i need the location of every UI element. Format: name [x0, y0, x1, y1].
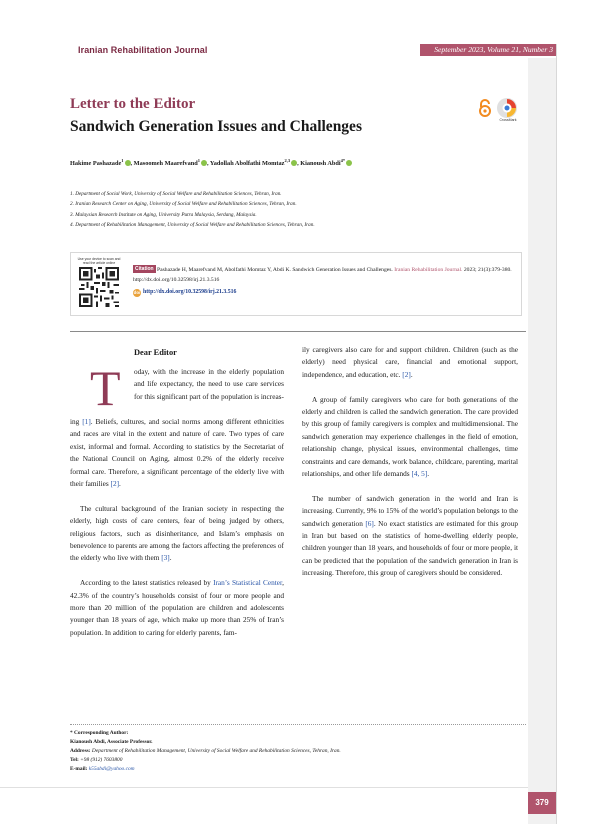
- doi-icon: doi: [133, 290, 141, 295]
- margin-line: [556, 44, 557, 824]
- affiliation-list: [70, 189, 526, 230]
- citation-details: 2023; 21(3):379-380. http://dx.doi.org/10.32598/irj.21.3.516: [133, 267, 512, 283]
- article-title: Sandwich Generation Issues and Challenges: [70, 118, 362, 135]
- affiliation-item: 2. Iranian Research Center on Aging, University of Social Welfare and Rehabilitation Sciences, Tehran, Iran.: [70, 201, 297, 208]
- statistical-center-link[interactable]: Iran’s Statistical Center: [213, 578, 283, 588]
- footnote-divider: [70, 724, 526, 725]
- orcid-icon[interactable]: [291, 160, 297, 166]
- reference-link[interactable]: [2]: [110, 479, 120, 489]
- drop-cap: T: [90, 360, 121, 416]
- corresponding-author-name: Kianoush Abdi, Associate Professor.: [70, 739, 153, 746]
- body-column-right: [302, 344, 518, 592]
- text-run: The cultural background of the Iranian society in respecting the elderly, high costs of care centers, fear of being judged by others, religious factors, such as disinheritance, and Islam’s emphasis on benevolence to parents are among the factors affecting the preferences of the elderly who live with them: [70, 503, 284, 563]
- qr-code-icon[interactable]: [79, 267, 119, 307]
- article-type: Letter to the Editor: [70, 96, 196, 112]
- page-number: 379: [528, 792, 556, 814]
- section-divider: [70, 331, 526, 332]
- text-run: . Beliefs, cultures, and social norms among different ethnicities and races are vital in the extent and nature of care. Two types of care exist, informal and formal. According to statistics by the Secretariat of the National Council on Aging, almost 0.2% of the elderly receive formal care. Therefore, a significant percentage of the elderly live with their families: [70, 417, 284, 489]
- text-run: .: [169, 553, 172, 563]
- doi-link[interactable]: http://dx.doi.org/10.32598/irj.21.3.516: [143, 289, 237, 295]
- text-run: . No exact statistics are estimated for this group in Iran but based on the statistics of home-dwelling elderly people, children younger than 18 years, and households of four or more people, it can be predicted that the population of the sandwich generation in Iran is increasing. Therefore, this group of caregivers should be considered.: [302, 518, 518, 578]
- author-name: Yadollah Abolfathi Momtaz: [209, 160, 285, 168]
- citation-badge: Citation: [135, 266, 154, 272]
- author-name: Masoomeh Maarefvand: [133, 160, 198, 168]
- text-run: A group of family caregivers who care for both generations of the elderly and children is called the sandwich generation. The care provided by this group of family caregivers is complex and multidimensional. The sandwich generation may experience challenges in the field of emotion, relationship change, physical issues, environmental challenges, time constraints and care demands, work balance, childcare, parenting, marital relationships, and other life demands: [302, 394, 518, 479]
- author-affiliation-mark: 4*: [340, 158, 346, 163]
- text-run: ing: [70, 417, 83, 426]
- salutation: Dear Editor: [134, 348, 177, 357]
- qr-panel: [75, 257, 123, 313]
- orcid-icon[interactable]: [125, 160, 131, 166]
- paragraph: [302, 344, 518, 381]
- corresponding-author-note: [70, 729, 526, 774]
- qr-caption: Use your device to scan and read the article online: [77, 257, 121, 265]
- text-run: ily caregivers also care for and support children. Children (such as the elderly) need physical care, financial and emotional support, independence, and education, etc.: [302, 345, 518, 379]
- text-run: According to the latest statistics released by: [80, 578, 214, 588]
- orcid-icon[interactable]: [201, 160, 207, 166]
- reference-link[interactable]: [3]: [161, 553, 170, 563]
- citation-box: [70, 252, 522, 316]
- email-label: E-mail:: [70, 766, 88, 773]
- address-label: Address:: [70, 748, 91, 755]
- citation-journal[interactable]: Iranian Rehabilitation Journal.: [394, 267, 463, 273]
- paragraph: [70, 503, 284, 565]
- paragraph: [302, 394, 518, 481]
- paragraph: [302, 493, 518, 580]
- reference-link[interactable]: [1]: [82, 417, 91, 426]
- author-affiliation-mark: 2,3: [284, 158, 291, 163]
- body-column-left: [70, 416, 284, 652]
- doi-line: [133, 289, 236, 297]
- reference-link[interactable]: [4, 5]: [411, 469, 428, 479]
- author-affiliation-mark: 1: [121, 158, 124, 163]
- lead-paragraph: oday, with the increase in the elderly population and life expectancy, the need to use care services for this significant part of the population is increas-: [134, 367, 284, 401]
- open-access-icon: [478, 99, 492, 117]
- text-run: The number of sandwich generation in the world and Iran is increasing. Currently, 9% to 15% of the world’s population belongs to the sandwich generation: [302, 493, 518, 528]
- author-list: Hakime Pashazade$^1$ , Masoomeh Maarefvand$^1$ , Yadollah Abolfathi Momtaz$^{2,3}$ , Kianoush Abdi$^{4*}$: [70, 158, 526, 167]
- margin-bar: [528, 58, 556, 824]
- citation-authors: Pashazade H, Maarefvand M, Abolfathi Momtaz Y, Abdi K. Sandwich Generation Issues and Challenges.: [157, 267, 393, 273]
- text-run: .: [410, 369, 413, 379]
- orcid-icon[interactable]: [346, 160, 352, 166]
- author-name: Hakime Pashazade: [70, 160, 122, 168]
- author-name: Kianoush Abdi: [300, 160, 341, 168]
- footer-rule: [0, 787, 528, 788]
- affiliation-item: 4. Department of Rehabilitation Management, University of Social Welfare and Rehabilitation Sciences, Tehran, Iran.: [70, 221, 315, 228]
- address-value: Department of Rehabilitation Management, University of Social Welfare and Rehabilitation Sciences, Tehran, Iran.: [90, 748, 341, 755]
- affiliation-item: 3. Malaysian Research Institute on Aging, University Putra Malaysia, Serdang, Malaysia.: [70, 211, 257, 218]
- tel-label: Tel:: [70, 757, 79, 764]
- paragraph: [70, 577, 284, 639]
- journal-name: Iranian Rehabilitation Journal: [78, 45, 208, 55]
- paragraph: [70, 416, 284, 490]
- crossmark-icon[interactable]: [496, 96, 518, 120]
- reference-link[interactable]: [2]: [402, 369, 411, 379]
- footnote-heading: * Corresponding Author:: [70, 730, 129, 736]
- text-run: .: [119, 479, 121, 489]
- crossmark-label: CrossMark: [499, 118, 517, 122]
- email-link[interactable]: k55abdi@yahoo.com: [88, 766, 135, 773]
- text-run: .: [427, 469, 430, 479]
- reference-link[interactable]: [6]: [365, 518, 374, 528]
- author-affiliation-mark: 1: [197, 158, 200, 163]
- affiliation-item: 1. Department of Social Work, University of Social Welfare and Rehabilitation Sciences, Tehran, Iran.: [70, 191, 282, 197]
- tel-value: +98 (912) 7603800: [78, 757, 123, 764]
- citation-text: [133, 265, 517, 285]
- issue-label: September 2023, Volume 21, Number 3: [420, 44, 556, 56]
- text-run: , 42.3% of the country’s households consist of four or more people and more than 20 million of the population are children and adolescents younger than 18 years of age, which make up more than 25% of Iran’s population. In addition to caring for elderly parents, fam-: [70, 578, 284, 637]
